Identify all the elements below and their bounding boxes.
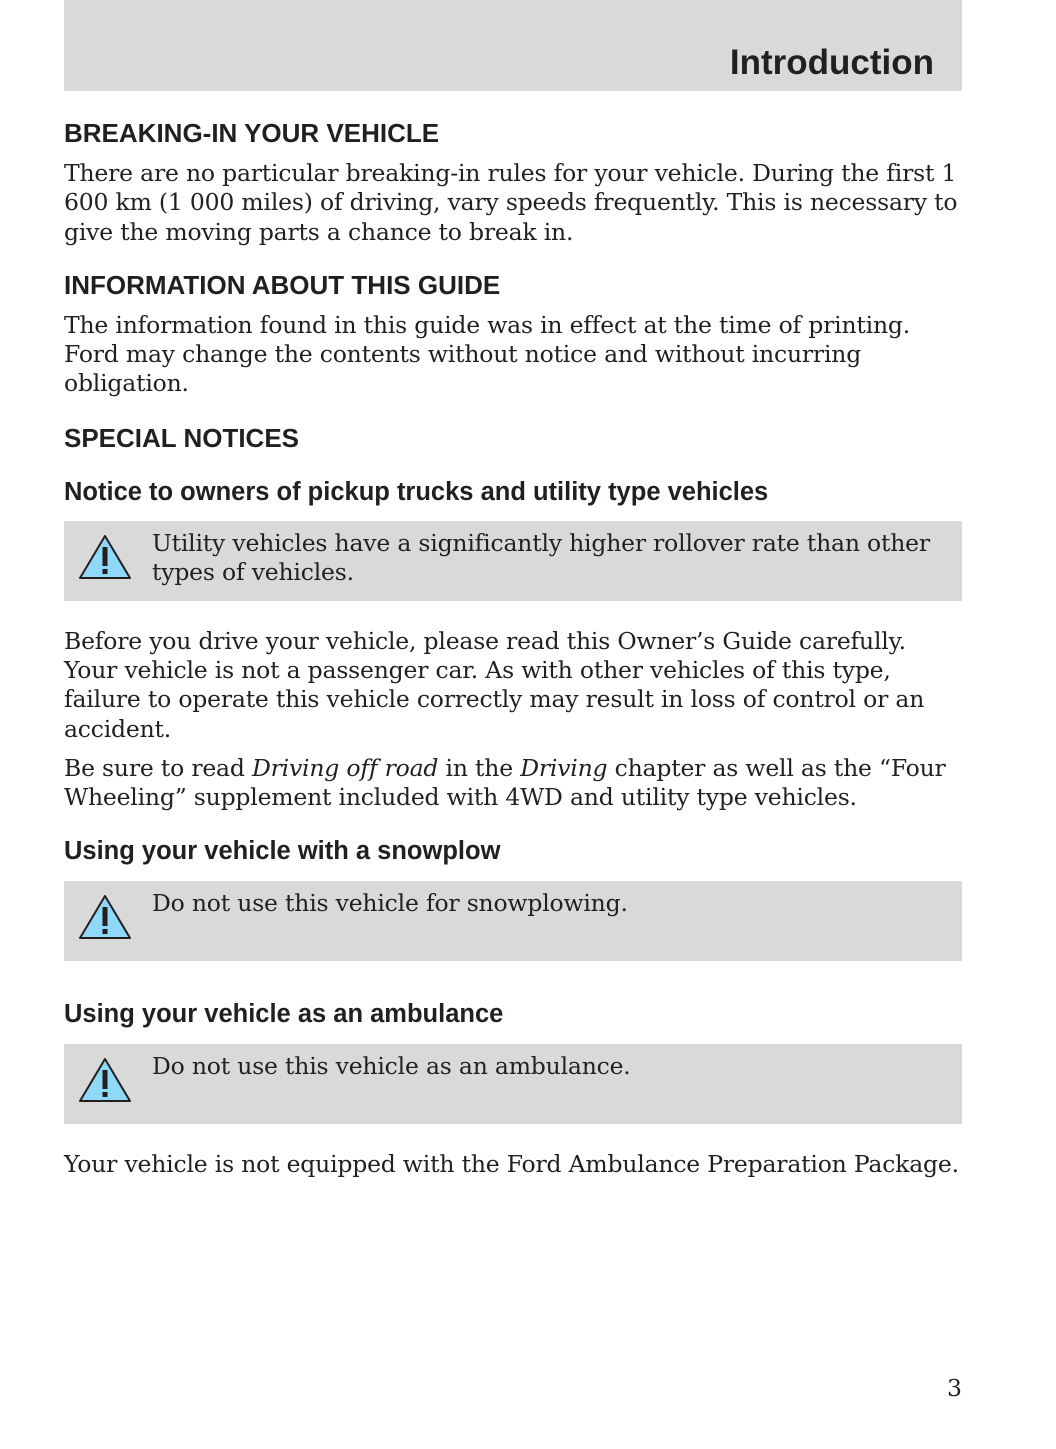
header-bar: [64, 0, 962, 91]
page-number: 3: [947, 1374, 962, 1402]
page-title: Introduction: [729, 43, 934, 82]
warning-text-ambulance: Do not use this vehicle as an ambulance.: [152, 1051, 631, 1080]
paragraph-info-guide: The information found in this guide was in effect at the time of printing. Ford may change the contents without notice and without incurring obligation.: [64, 310, 911, 398]
heading-breaking-in: BREAKING-IN YOUR VEHICLE: [64, 118, 440, 148]
warning-box-rollover: [64, 521, 962, 601]
warning-box-ambulance: [64, 1044, 962, 1124]
paragraph-ambulance-package: Your vehicle is not equipped with the Ford Ambulance Preparation Package.: [64, 1149, 959, 1178]
italic-driving: Driving: [520, 753, 608, 782]
warning-triangle-icon: [78, 894, 132, 940]
warning-box-snowplow: [64, 881, 962, 961]
heading-ambulance: Using your vehicle as an ambulance: [64, 999, 504, 1028]
heading-special-notices: SPECIAL NOTICES: [64, 422, 300, 453]
paragraph-driving-off-road: [64, 754, 964, 813]
warning-text-snowplow: Do not use this vehicle for snowplowing.: [152, 888, 628, 917]
paragraph-breaking-in: There are no particular breaking-in rules for your vehicle. During the first 1 600 km (1 000 miles) of driving, vary speeds frequently. This is necessary to give the moving parts a chance to break in.: [64, 159, 958, 246]
page-content: [64, 117, 964, 1179]
paragraph-read-guide: Before you drive your vehicle, please read this Owner’s Guide carefully. Your vehicle is not a passenger car. As with other vehicles of this type, failure to operate this vehicle correctly may result in loss of control or an accident.: [64, 626, 925, 743]
text-span: in the: [438, 753, 521, 782]
text-span: chapter as well as the “Four Wheeling” supplement included with 4WD and utility type vehicles.: [64, 753, 946, 812]
warning-triangle-icon: [78, 1057, 132, 1103]
text-span: Be sure to read: [64, 753, 252, 782]
warning-triangle-icon: [78, 534, 132, 580]
italic-driving-off-road: Driving off road: [251, 753, 439, 782]
heading-pickup-notice: Notice to owners of pickup trucks and utility type vehicles: [64, 477, 769, 506]
heading-info-guide: INFORMATION ABOUT THIS GUIDE: [64, 269, 501, 300]
heading-snowplow: Using your vehicle with a snowplow: [64, 836, 501, 865]
warning-text-rollover: Utility vehicles have a significantly higher rollover rate than other types of vehicles.: [152, 528, 930, 587]
